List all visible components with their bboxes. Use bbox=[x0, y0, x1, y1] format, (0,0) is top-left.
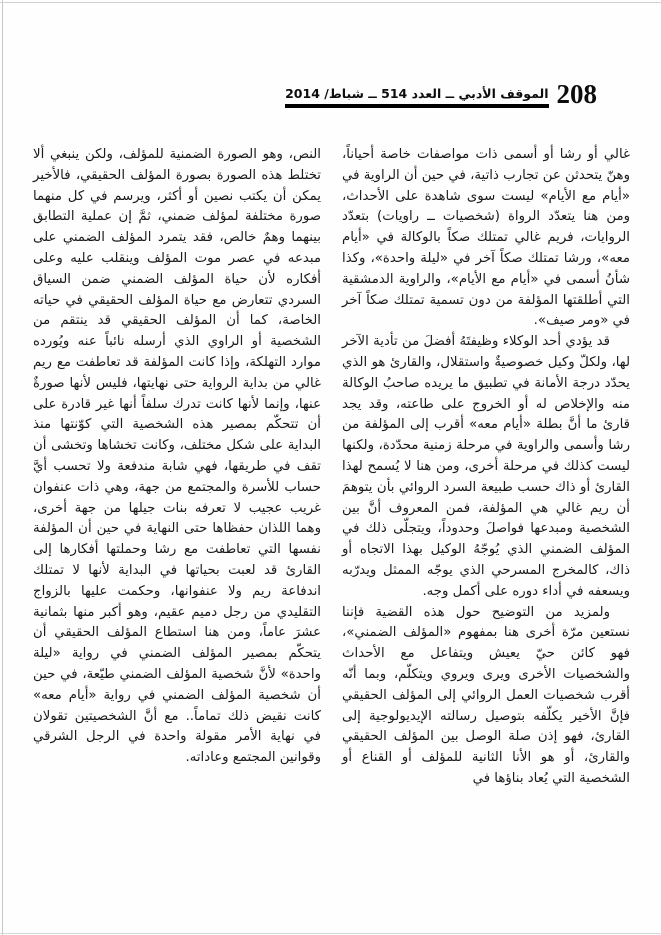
paragraph: قد يؤدي أحد الوكلاء وظيفتَهُ أفضلَ من تأدية الآخر لها، ولكلّ وكيل خصوصيةٌ واستقلال، والقارئ هو الذي يحدّد درجة الأمانة في تطبيق ما يريده صاحبُ الوكالة منه والإخلاص له أو الخروج على طاعته، وقد يجد قارئ ما أنَّ بطلة «أيام معه» أقرب إلى المؤلفة من رشا وأسمى والراوية في مرحلة زمنية محدّدة، ولكنها ليست كذلك في مرحلة أخرى، ومن هنا لا يُسمح لهذا القارئ أو ذاك حسب طبيعة السرد الروائي بأن يتوهمَ أن ريم غالي هي المؤلفة، فمن المعروف أنَّ بين الشخصية ومبدعها فواصلَ وحدوداً، ويتجلّى ذلك في المؤلف الضمني الذي يُوجّهُ الوكيل بهذا الاتجاه أو ذاك، كالمخرج المسرحي الذي يوجّه الممثل ويدرّبه ويسعفه في أداء دوره على أكمل وجه. bbox=[342, 334, 630, 599]
page-number: 208 bbox=[556, 79, 597, 109]
scan-edge-left bbox=[2, 0, 3, 935]
journal-title-block bbox=[285, 86, 548, 108]
paragraph: غالي أو رشا أو أسمى ذات مواصفات خاصة أحياناً، وهنّ يتحدثن عن تجارب ذاتية، في حين أن الراوية في «أيام مع الأيام» ليست سوى شاهدة على الأحداث، ومن هنا يتعدّد الرواة (شخصيات ــ راويات) بتعدّد الروايات، فريم غالي تمتلك صكاً بالوكالة في «أيام معه»، ورشا تمتلك صكاً آخر في «ليلة واحدة»، وكذا شأنُ أسمى في «أيام مع الأيام»، والراوية الدمشقية التي أطلقتها المؤلفة من دون تسمية تمتلك صكاً آخر في «ومر صيف». bbox=[342, 147, 630, 329]
header-rule bbox=[285, 104, 548, 108]
paragraph: ولمزيد من التوضيح حول هذه القضية فإننا نستعين مرّة أخرى هنا بمفهوم «المؤلف الضمني»، فهو كائن حيّ يعيش ويتفاعل مع الأحداث والشخصيات الأخرى ويرى ويروي ويتكلّم، وبما أنّه أقرب شخصيات العمل الروائي إلى المؤلف الحقيقي فإنَّ الأخير يكلّفه بتوصيل رسالته الإيديولوجية إلى القارئ، فهو إذن صلة الوصل بين المؤلف الحقيقي والقارئ، أو هو الأنا الثانية للمؤلف أو القناع أو الشخصية التي يُعاد بناؤها في bbox=[342, 604, 630, 786]
journal-title: الموقف الأدبي ــ العدد 514 ــ شباط/ 2014 bbox=[285, 86, 549, 101]
text-column-right bbox=[342, 145, 630, 790]
text-column-left bbox=[33, 145, 321, 790]
scan-edge-bottom bbox=[0, 933, 661, 934]
article-columns bbox=[33, 145, 630, 790]
scan-edge-top bbox=[0, 2, 661, 3]
paragraph: النص، وهو الصورة الضمنية للمؤلف، ولكن ينبغي ألا تختلط هذه الصورة بصورة المؤلف الحقيقي، فالأخير يمكن أن يكتب نصين أو أكثر، ويرسم في كل منهما صورة مختلفة لمؤلف ضمني، ثمَّ إن عملية التطابق بينهما وهمٌ خالص، فقد يتمرد المؤلف الضمني على مبدعه في عصر موت المؤلف وينقلب عليه وعلى أفكاره لأن حياة المؤلف الضمني ضمن السياق السردي تتعارض مع حياة المؤلف الحقيقي في حياته الخاصة، كما أن المؤلف الحقيقي قد ينتقم من الشخصية أو الراوي الذي أرسله نائباً عنه ويُورده موارد التهلكة، وإذا كانت المؤلفة قد تعاطفت مع ريم غالي من بداية الرواية حتى نهايتها، فليس لأنها صورةٌ عنها، وإنما لأنها كانت تدرك سلفاً أنها غير قادرة على أن تتحكّم بمصير هذه الشخصية التي كوّنتها منذ البداية على شكل مختلف، وكانت تخشاها وتخشى أن تقف في طريقها، فهي شابة مندفعة ولا تحسب أيَّ حساب للأسرة والمجتمع من جهة، وهي ذات عنفوان غريب عجيب لا تعرفه بنات جيلها من جهة أخرى، وهما اللذان حفظاها حتى النهاية في حين أن المؤلفة نفسها التي تعاطفت مع رشا وحملتها أفكارها إلى القارئ قد لعبت بحياتها في البداية لأنها لا تمتلك اندفاعة ريم ولا عنفوانها، وحكمت عليها بالزواج التقليدي من رجل دميم عقيم، وهو أكبر منها بثمانية عشرَ عاماً، ومن هنا استطاع المؤلف الحقيقي أن يتحكّم بمصير المؤلف الضمني في رواية «ليلة واحدة» لأنَّ شخصية المؤلف الضمني طيّعة، في حين أن شخصية المؤلف الضمني في رواية «أيام معه» كانت نقيض ذلك تماماً.. مع أنَّ الشخصيتين تقولان في نهاية الأمر مقولة واحدة في الرجل الشرقي وقوانين المجتمع وعاداته. bbox=[33, 147, 321, 766]
page-header bbox=[285, 80, 597, 108]
